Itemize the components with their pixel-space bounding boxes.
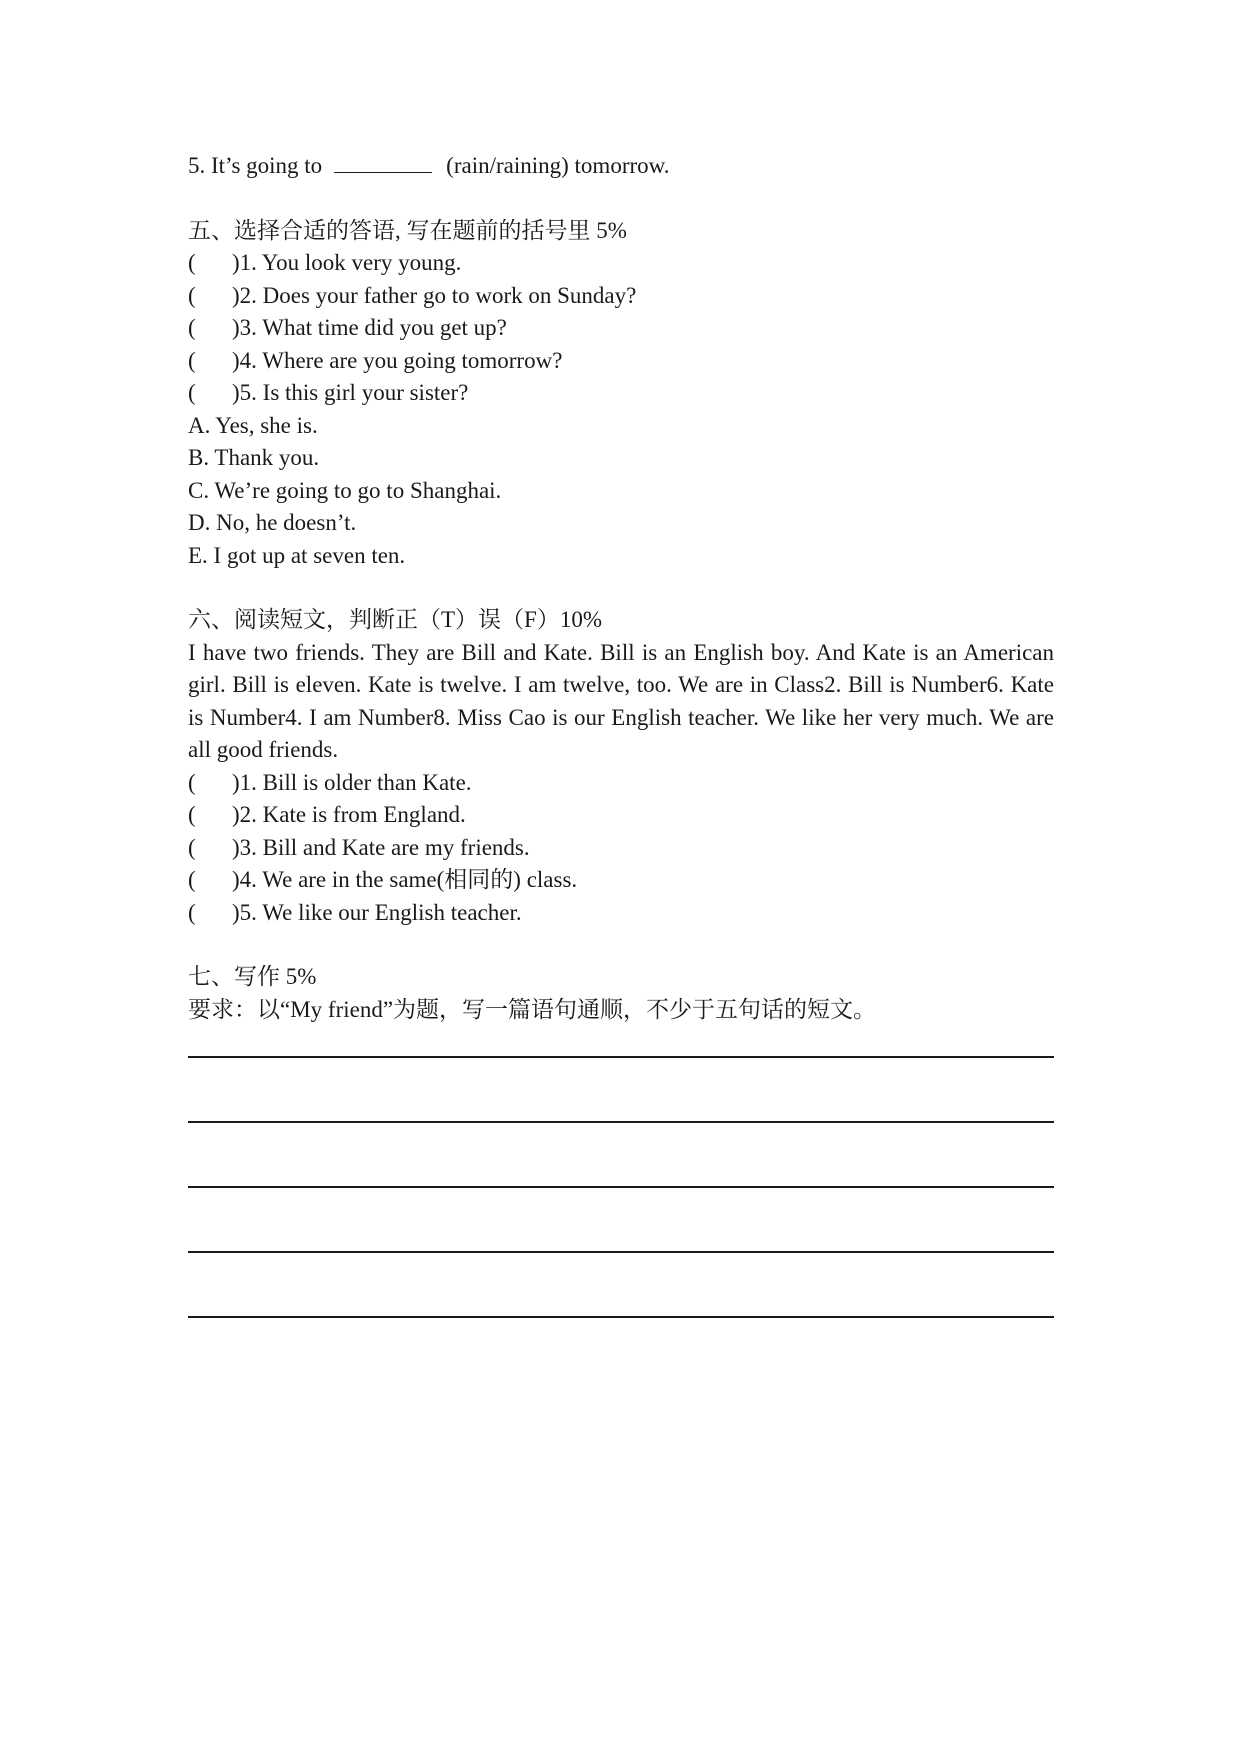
answer-bracket[interactable]: ( (188, 380, 196, 405)
answer-bracket[interactable]: ( (188, 802, 196, 827)
section-7-heading: 七、写作 5% (188, 964, 317, 989)
question-text: )2. Does your father go to work on Sunday? (232, 282, 637, 308)
reading-passage: I have two friends. They are Bill and Kate. Bill is an English boy. And Kate is an American girl. Bill is eleven. Kate is twelve. I am twelve, too. We are in Class2. Bill is Number6. Kate is Number4. I am Number8. Miss Cao is our English teacher. We like her very much. We are all good friends. (188, 639, 1054, 762)
question-row (188, 799, 1054, 832)
question-text: )2. Kate is from England. (232, 802, 466, 827)
spacer (188, 929, 1054, 961)
question-row (188, 864, 1054, 897)
writing-requirement: 要求：以“My friend”为题，写一篇语句通顺，不少于五句话的短文。 (188, 996, 877, 1022)
answer-bracket[interactable]: ( (188, 867, 196, 892)
question-text: )1. You look very young. (232, 250, 462, 275)
writing-area (188, 1056, 1054, 1318)
answer-bracket[interactable]: ( (188, 834, 196, 860)
writing-line[interactable] (188, 1123, 1054, 1188)
answer-bracket[interactable]: ( (188, 347, 196, 373)
section-6-questions (188, 767, 1054, 930)
question-5-fill-in (188, 150, 1054, 183)
answer-bracket[interactable]: ( (188, 899, 196, 925)
worksheet-page (188, 150, 1054, 1026)
question-row (188, 312, 1054, 345)
writing-line[interactable] (188, 1253, 1054, 1318)
question-row (188, 897, 1054, 930)
answer-option: B. Thank you. (188, 445, 320, 470)
question-text: )3. What time did you get up? (232, 315, 507, 340)
question-row (188, 832, 1054, 865)
answer-bracket[interactable]: ( (188, 315, 196, 340)
answer-bracket[interactable]: ( (188, 282, 196, 308)
q5-text-before: 5. It’s going to (188, 153, 323, 178)
writing-line[interactable] (188, 1058, 1054, 1123)
question-text: )5. Is this girl your sister? (232, 380, 469, 405)
question-row (188, 377, 1054, 410)
section-5-options (188, 410, 1054, 573)
question-row (188, 767, 1054, 800)
section-6-heading: 六、阅读短文，判断正（T）误（F）10% (188, 607, 602, 632)
q5-text-after: (rain/raining) tomorrow. (446, 153, 670, 178)
question-row (188, 247, 1054, 280)
question-text: )5. We like our English teacher. (232, 899, 522, 925)
answer-bracket[interactable]: ( (188, 769, 196, 795)
answer-blank[interactable] (334, 152, 432, 173)
spacer (188, 572, 1054, 604)
question-text: )4. We are in the same(相同的) class. (232, 867, 578, 892)
writing-line[interactable] (188, 1188, 1054, 1253)
question-text: )3. Bill and Kate are my friends. (232, 834, 530, 860)
question-text: )4. Where are you going tomorrow? (232, 347, 563, 373)
spacer (188, 183, 1054, 215)
answer-bracket[interactable]: ( (188, 250, 196, 275)
question-row (188, 280, 1054, 313)
answer-option: E. I got up at seven ten. (188, 542, 406, 568)
section-5-heading: 五、选择合适的答语, 写在题前的括号里 5% (188, 217, 627, 243)
question-text: )1. Bill is older than Kate. (232, 769, 472, 795)
section-5-questions (188, 247, 1054, 410)
answer-option: C. We’re going to go to Shanghai. (188, 477, 502, 503)
answer-option: A. Yes, she is. (188, 412, 318, 438)
question-row (188, 345, 1054, 378)
answer-option: D. No, he doesn’t. (188, 510, 357, 535)
